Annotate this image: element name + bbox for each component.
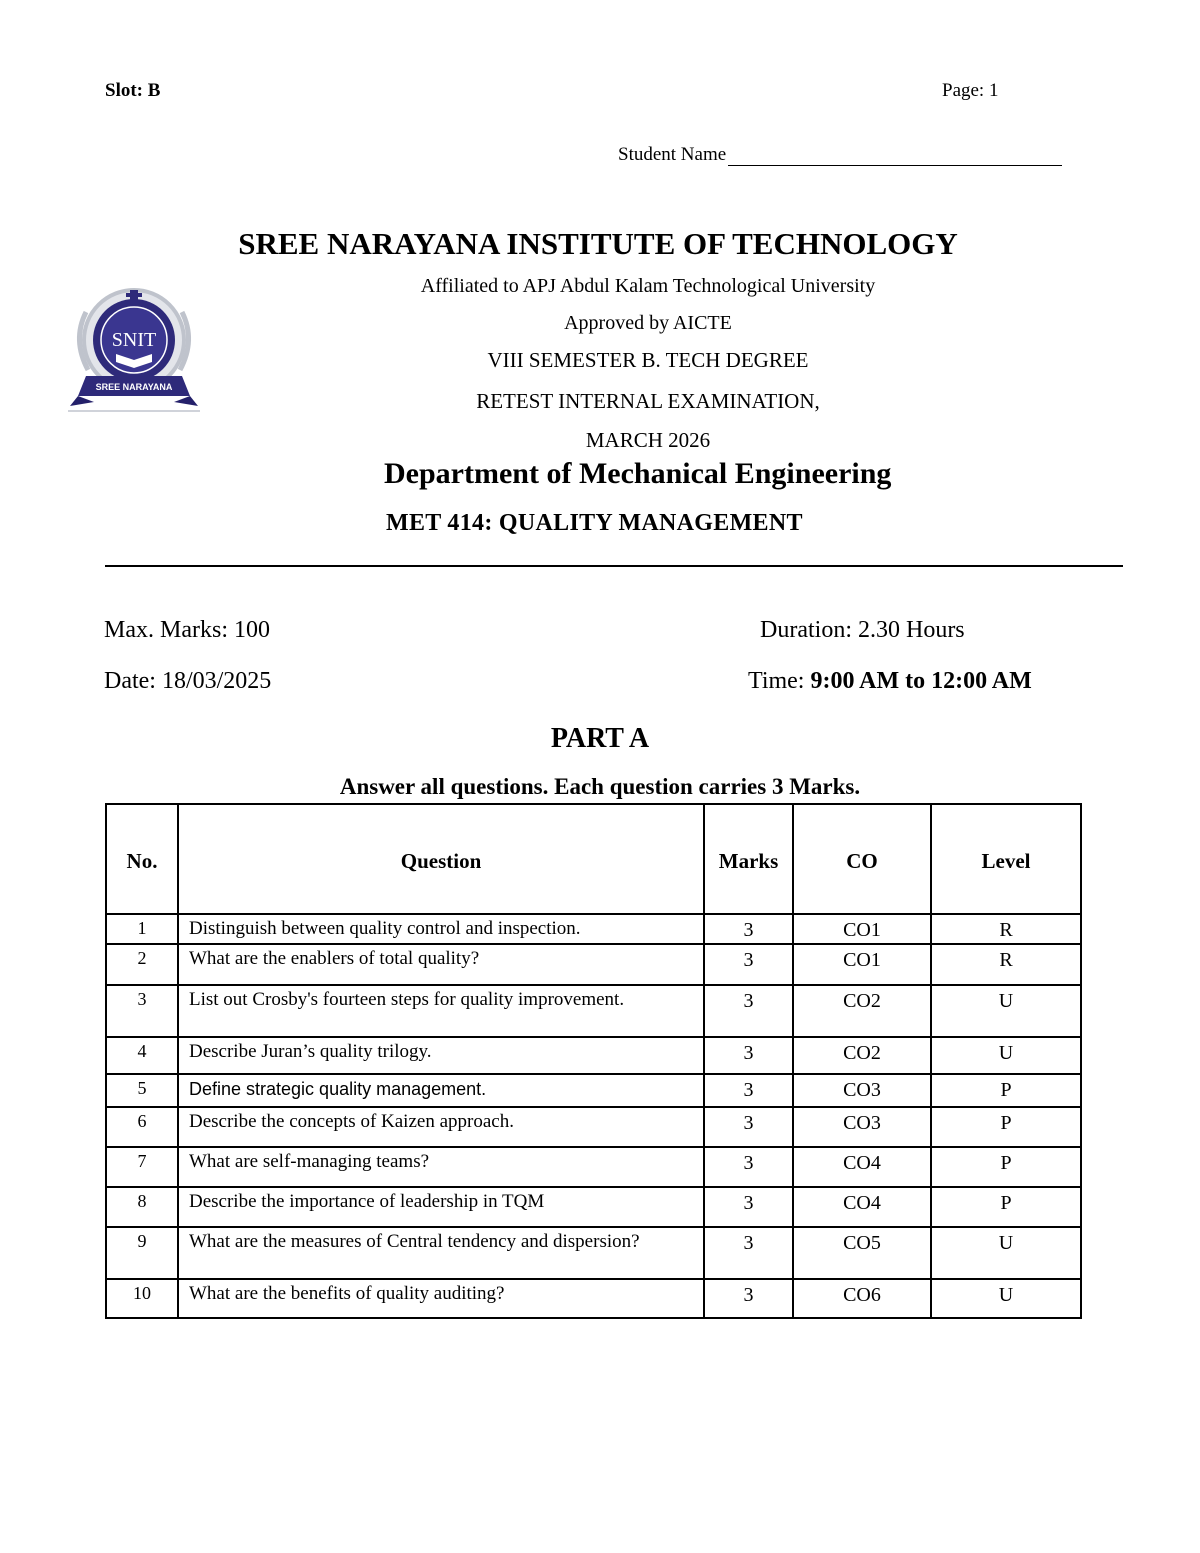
slot-label: Slot: B — [105, 80, 161, 101]
cell-question: What are self-managing teams? — [178, 1147, 704, 1187]
cell-no: 3 — [106, 985, 178, 1037]
table-row — [106, 985, 1081, 1037]
cell-no: 8 — [106, 1187, 178, 1227]
cell-co: CO3 — [793, 1074, 931, 1107]
header-co: CO — [793, 804, 931, 914]
header-no: No. — [106, 804, 178, 914]
table-row — [106, 1147, 1081, 1187]
cell-marks: 3 — [704, 1147, 793, 1187]
cell-no: 4 — [106, 1037, 178, 1074]
student-name-label: Student Name — [618, 144, 727, 165]
table-row — [106, 1187, 1081, 1227]
table-header-row — [106, 804, 1081, 914]
questions-table — [105, 803, 1082, 1319]
exam-date: Date: 18/03/2025 — [104, 668, 272, 694]
cell-marks: 3 — [704, 1074, 793, 1107]
cell-question: Describe the concepts of Kaizen approach. — [178, 1107, 704, 1147]
cell-no: 1 — [106, 914, 178, 944]
cell-level: R — [931, 914, 1081, 944]
cell-question: What are the benefits of quality auditing? — [178, 1279, 704, 1318]
department-title: Department of Mechanical Engineering — [384, 457, 892, 490]
cell-level: P — [931, 1187, 1081, 1227]
header-divider — [105, 565, 1123, 567]
cell-question: What are the enablers of total quality? — [178, 944, 704, 985]
cell-question: Describe Juran’s quality trilogy. — [178, 1037, 704, 1074]
exam-time — [748, 668, 1032, 695]
cell-marks: 3 — [704, 1279, 793, 1318]
logo-text: SNIT — [111, 329, 157, 351]
cell-marks: 3 — [704, 1107, 793, 1147]
cell-level: P — [931, 1074, 1081, 1107]
cell-no: 7 — [106, 1147, 178, 1187]
cell-question: Describe the importance of leadership in TQM — [178, 1187, 704, 1227]
table-row — [106, 1074, 1081, 1107]
table-row — [106, 1037, 1081, 1074]
page-number: Page: 1 — [942, 80, 999, 101]
cell-question: What are the measures of Central tendency and dispersion? — [178, 1227, 704, 1279]
cell-question: Distinguish between quality control and inspection. — [178, 914, 704, 944]
student-name-blank — [728, 145, 1062, 166]
part-instruction: Answer all questions. Each question carries 3 Marks. — [339, 774, 861, 799]
cell-marks: 3 — [704, 944, 793, 985]
cell-no: 9 — [106, 1227, 178, 1279]
cell-no: 2 — [106, 944, 178, 985]
exam-time-value: 9:00 AM to 12:00 AM — [810, 668, 1032, 694]
table-row — [106, 1227, 1081, 1279]
cell-level: U — [931, 1279, 1081, 1318]
header-marks: Marks — [704, 804, 793, 914]
exam-title: RETEST INTERNAL EXAMINATION, — [476, 389, 820, 413]
cell-co: CO1 — [793, 944, 931, 985]
cell-no: 6 — [106, 1107, 178, 1147]
cell-level: P — [931, 1107, 1081, 1147]
header-level: Level — [931, 804, 1081, 914]
cell-co: CO5 — [793, 1227, 931, 1279]
semester-line: VIII SEMESTER B. TECH DEGREE — [487, 348, 809, 372]
cell-co: CO4 — [793, 1187, 931, 1227]
cell-marks: 3 — [704, 985, 793, 1037]
exam-month: MARCH 2026 — [585, 428, 711, 452]
affiliation-line: Affiliated to APJ Abdul Kalam Technological University — [420, 275, 876, 297]
cell-level: U — [931, 985, 1081, 1037]
cell-marks: 3 — [704, 1187, 793, 1227]
cell-level: U — [931, 1037, 1081, 1074]
max-marks: Max. Marks: 100 — [104, 617, 270, 643]
cell-co: CO2 — [793, 985, 931, 1037]
cell-co: CO6 — [793, 1279, 931, 1318]
cell-question: Define strategic quality management. — [178, 1074, 704, 1107]
logo-ribbon-text: SREE NARAYANA — [95, 382, 173, 392]
cell-no: 5 — [106, 1074, 178, 1107]
cell-level: U — [931, 1227, 1081, 1279]
student-name-field — [618, 144, 1062, 166]
cell-co: CO1 — [793, 914, 931, 944]
cell-marks: 3 — [704, 1037, 793, 1074]
cell-co: CO3 — [793, 1107, 931, 1147]
table-row — [106, 1279, 1081, 1318]
part-title: PART A — [550, 723, 650, 754]
cell-co: CO4 — [793, 1147, 931, 1187]
course-title: MET 414: QUALITY MANAGEMENT — [386, 510, 803, 536]
table-row — [106, 1107, 1081, 1147]
approval-line: Approved by AICTE — [564, 312, 732, 334]
cell-level: R — [931, 944, 1081, 985]
table-row — [106, 944, 1081, 985]
duration: Duration: 2.30 Hours — [760, 617, 965, 643]
cell-marks: 3 — [704, 914, 793, 944]
cell-question: List out Crosby's fourteen steps for quality improvement. — [178, 985, 704, 1037]
institute-name: SREE NARAYANA INSTITUTE OF TECHNOLOGY — [238, 226, 958, 261]
cell-marks: 3 — [704, 1227, 793, 1279]
exam-time-label: Time: — [748, 668, 811, 694]
cell-no: 10 — [106, 1279, 178, 1318]
cell-level: P — [931, 1147, 1081, 1187]
table-row — [106, 914, 1081, 944]
header-question: Question — [178, 804, 704, 914]
cell-co: CO2 — [793, 1037, 931, 1074]
